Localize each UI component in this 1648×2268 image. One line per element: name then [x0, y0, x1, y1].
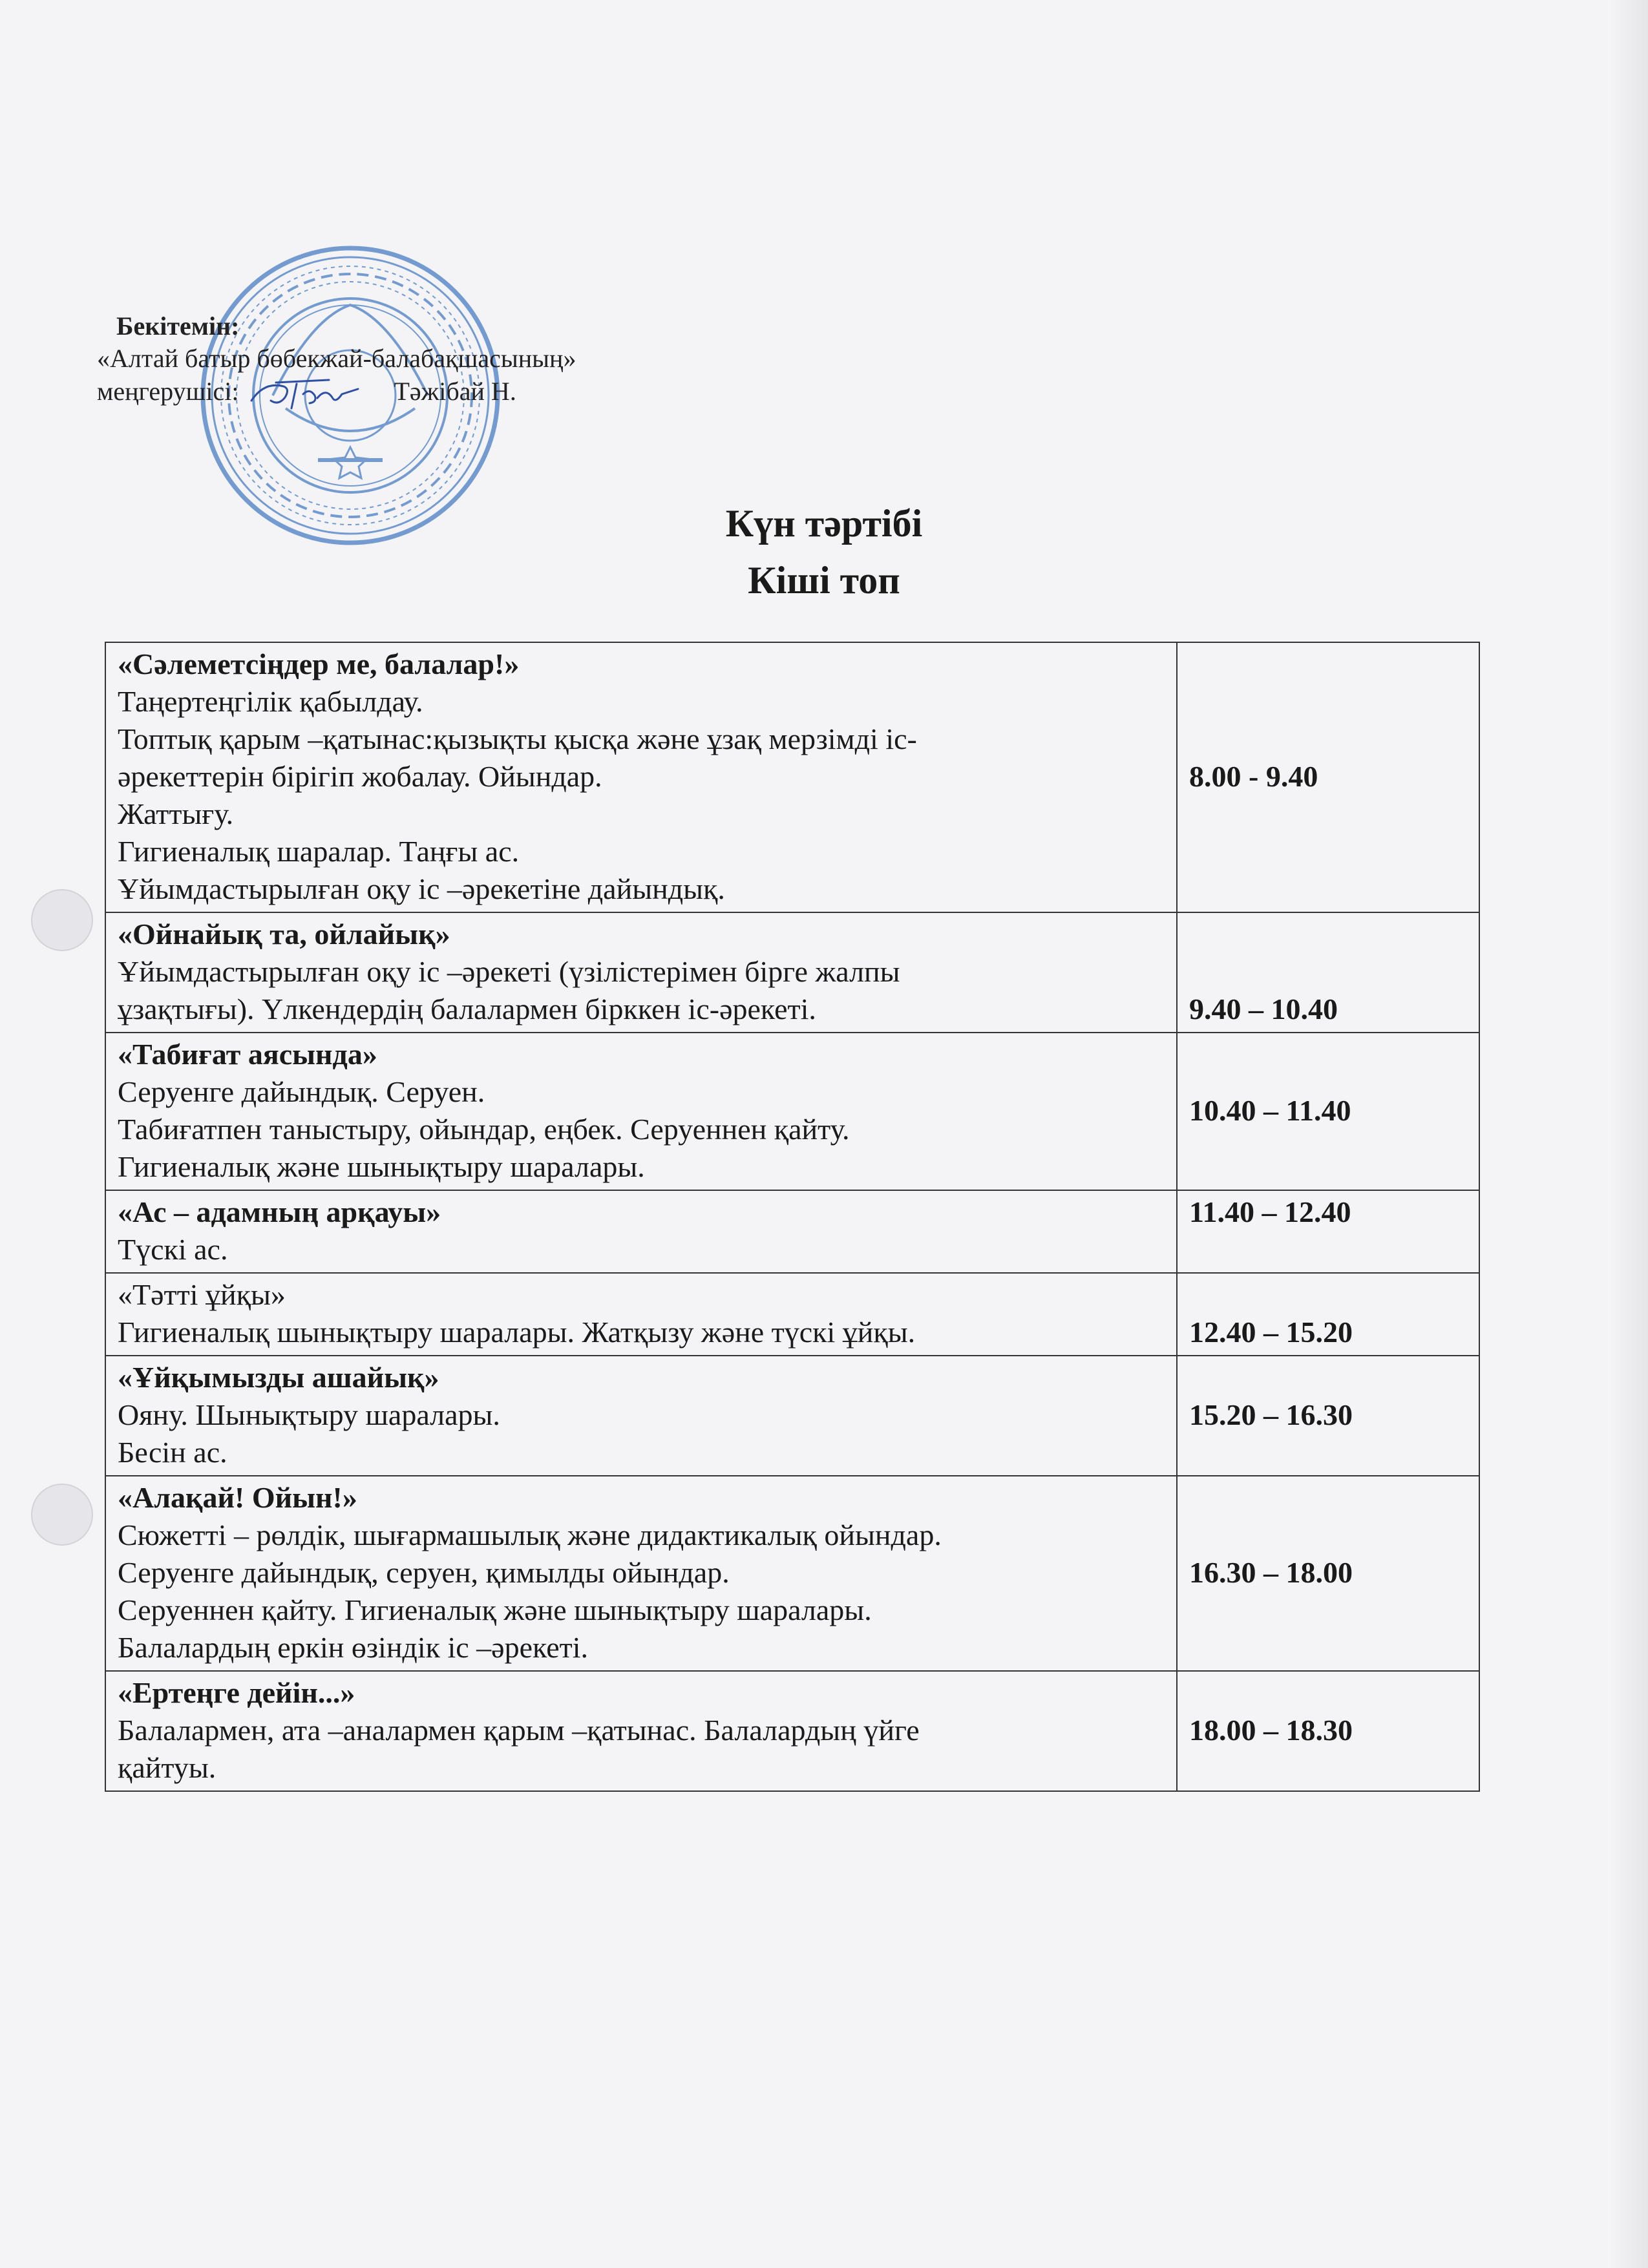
activity-cell	[105, 1033, 1177, 1190]
activity-title: «Алақай! Ойын!»	[118, 1481, 357, 1514]
table-row	[105, 1476, 1479, 1671]
approval-organization: «Алтай батыр бөбекжай-балабақшасының»	[97, 344, 576, 373]
activity-line: Бесін ас.	[118, 1436, 227, 1469]
page-edge-shadow	[1609, 0, 1648, 2268]
approval-name: Тәжібай Н.	[394, 377, 516, 406]
approval-block	[97, 310, 576, 414]
activity-line: Гигиеналық және шынықтыру шаралары.	[118, 1150, 645, 1183]
time-cell: 18.00 – 18.30	[1177, 1671, 1479, 1791]
activity-title: «Ойнайық та, ойлайық»	[118, 918, 450, 950]
time-cell: 15.20 – 16.30	[1177, 1356, 1479, 1476]
activity-line: Гигиеналық шынықтыру шаралары. Жатқызу және түскі ұйқы.	[118, 1316, 916, 1349]
approval-title: Бекітемін:	[116, 311, 240, 341]
punch-hole-bottom	[31, 1484, 93, 1546]
activity-line: Таңертеңгілік қабылдау.	[118, 685, 423, 718]
activity-line: Сюжетті – рөлдік, шығармашылық және дидактикалық ойындар.	[118, 1518, 942, 1551]
table-row	[105, 912, 1479, 1033]
activity-line: әрекеттерін бірігіп жобалау. Ойындар.	[118, 760, 602, 793]
activity-line: Топтық қарым –қатынас:қызықты қысқа және ұзақ мерзімді іс-	[118, 722, 917, 755]
activity-line: Жаттығу.	[118, 797, 234, 830]
activity-line: Ояну. Шынықтыру шаралары.	[118, 1398, 500, 1431]
activity-cell	[105, 1273, 1177, 1356]
activity-line: Табиғатпен таныстыру, ойындар, еңбек. Серуеннен қайту.	[118, 1113, 850, 1146]
table-row	[105, 642, 1479, 912]
activity-title: «Ас – адамның арқауы»	[118, 1195, 441, 1228]
table-row	[105, 1033, 1479, 1190]
time-cell: 16.30 – 18.00	[1177, 1476, 1479, 1671]
activity-line: Ұйымдастырылған оқу іс –әрекетіне дайындық.	[118, 872, 725, 905]
activity-line: Серуенге дайындық. Серуен.	[118, 1075, 485, 1108]
activity-cell	[105, 912, 1177, 1033]
activity-cell	[105, 1190, 1177, 1273]
time-cell: 12.40 – 15.20	[1177, 1273, 1479, 1356]
time-cell: 10.40 – 11.40	[1177, 1033, 1479, 1190]
activity-cell	[105, 1476, 1177, 1671]
table-row	[105, 1273, 1479, 1356]
time-cell: 11.40 – 12.40	[1177, 1190, 1479, 1273]
table-row	[105, 1671, 1479, 1791]
time-cell: 8.00 - 9.40	[1177, 642, 1479, 912]
schedule-table	[105, 642, 1480, 1792]
approval-position: меңгерушісі:	[97, 377, 239, 406]
activity-title: «Ұйқымызды ашайық»	[118, 1361, 439, 1394]
activity-line: ұзақтығы). Үлкендердің балалармен бірккен іс-әрекеті.	[118, 992, 816, 1025]
activity-line: Гигиеналық шаралар. Таңғы ас.	[118, 835, 520, 868]
activity-line: қайтуы.	[118, 1751, 217, 1784]
activity-title: «Ертеңге дейін...»	[118, 1676, 355, 1709]
activity-cell	[105, 1356, 1177, 1476]
activity-line: Ұйымдастырылған оқу іс –әрекеті (үзілістерімен бірге жалпы	[118, 955, 900, 988]
activity-line: Балалардың еркін өзіндік іс –әрекеті.	[118, 1631, 589, 1664]
activity-line: Түскі ас.	[118, 1233, 228, 1266]
time-cell: 9.40 – 10.40	[1177, 912, 1479, 1033]
activity-cell	[105, 1671, 1177, 1791]
handwritten-signature-icon	[245, 375, 368, 414]
punch-hole-top	[31, 889, 93, 951]
activity-title: «Тәтті ұйқы»	[118, 1278, 286, 1311]
activity-line: Серуеннен қайту. Гигиеналық және шынықтыру шаралары.	[118, 1593, 872, 1626]
activity-title: «Сәлеметсіңдер ме, балалар!»	[118, 647, 520, 680]
activity-title: «Табиғат аясында»	[118, 1038, 377, 1071]
activity-line: Серуенге дайындық, серуен, қимылды ойындар.	[118, 1556, 730, 1589]
activity-line: Балалармен, ата –аналармен қарым –қатынас. Балалардың үйге	[118, 1714, 920, 1747]
table-row	[105, 1190, 1479, 1273]
page-subtitle: Кіші топ	[748, 559, 900, 602]
approval-signature-line	[97, 375, 576, 414]
table-row	[105, 1356, 1479, 1476]
page-title: Күн тәртібі	[725, 502, 923, 545]
activity-cell	[105, 642, 1177, 912]
